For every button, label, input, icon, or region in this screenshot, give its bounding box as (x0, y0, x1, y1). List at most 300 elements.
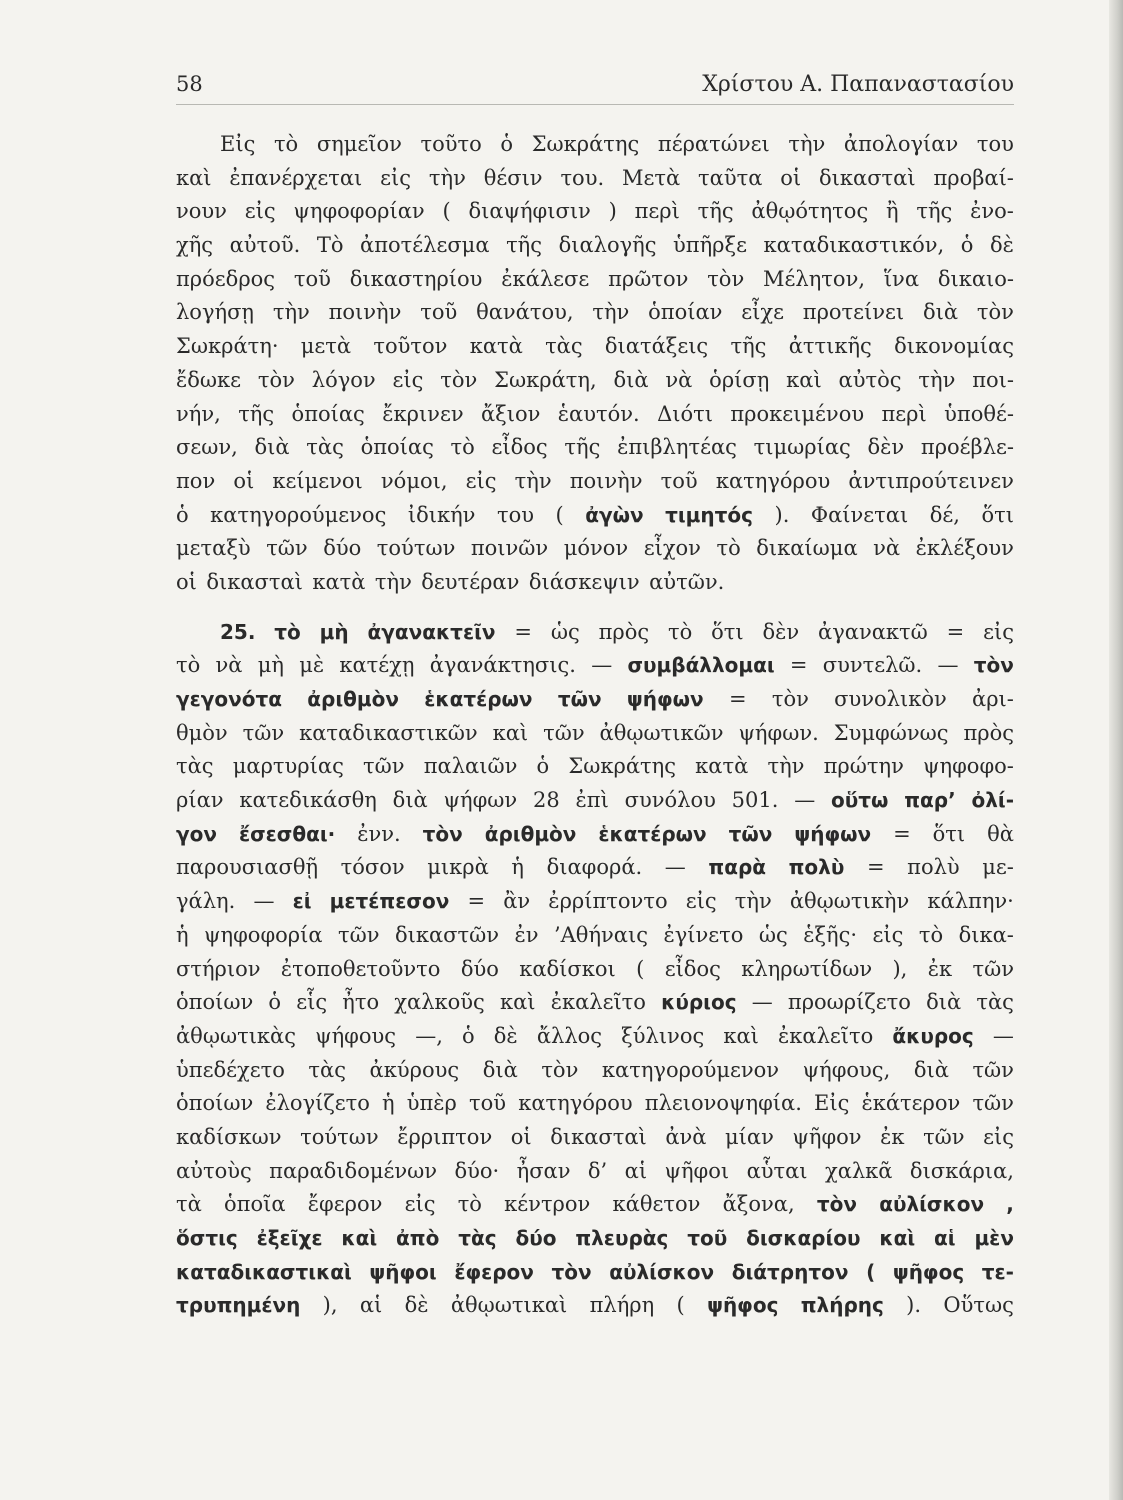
word: δὲν (867, 435, 905, 460)
word: ὁποίων (176, 990, 254, 1015)
word: ὁ (176, 502, 189, 527)
word: πρὸς (963, 720, 1014, 745)
word: ἄξονα, (722, 1192, 795, 1217)
word: τὴν (734, 889, 772, 914)
text-line (176, 750, 1014, 784)
word: ἐπὶ (575, 788, 609, 813)
word: τῶν (338, 922, 380, 947)
word: αἱ (934, 1226, 956, 1250)
word: ( (866, 1259, 876, 1284)
word: τὸ (457, 1192, 482, 1217)
word: ὅτι (711, 619, 744, 644)
running-head: Χρίστου Α. Παπαναστασίου (702, 72, 1014, 97)
word: τὸ (176, 653, 201, 678)
word: τε- (981, 1259, 1014, 1284)
word: πολὺ (907, 855, 960, 880)
text-line (176, 499, 1014, 533)
word: = (514, 619, 532, 644)
word: ψήφων (626, 687, 704, 711)
word: = (728, 687, 747, 711)
text-line (176, 649, 1014, 683)
word: ἐπανέρχεται (229, 165, 363, 190)
word: — (794, 788, 816, 813)
word: ( (676, 1293, 685, 1318)
word: ἀποτέλεσμα (360, 233, 490, 258)
word: περὶ (634, 199, 680, 224)
word: ὁ (462, 1023, 475, 1048)
word: ἀθῳωτικὴν (789, 889, 910, 914)
word: = (789, 653, 808, 678)
word: παρουσιασθῇ (176, 855, 319, 880)
word: μεταξὺ (176, 536, 251, 561)
word: πρώτην (823, 754, 904, 779)
word: Φαίνεται (810, 502, 909, 527)
word: ἀθῳωτικαὶ (450, 1293, 568, 1318)
word: εἶδος (491, 435, 548, 460)
word: τοῦτο (420, 132, 482, 156)
word: τὸν (816, 1192, 857, 1217)
word: ἐκαλεῖτο (778, 1023, 874, 1048)
word: ἐνν. (357, 821, 401, 846)
text-line (176, 162, 1014, 196)
word: Σωκράτης (531, 132, 640, 156)
word: διαψήφισιν (468, 199, 591, 224)
word: τῶν (266, 536, 308, 561)
word: ψῆφοι (369, 1259, 437, 1284)
word: Σωκράτης (568, 754, 676, 779)
word: καὶ (723, 1023, 759, 1048)
word: ἄλλος (536, 1023, 603, 1048)
word: τοῦτον (373, 334, 448, 359)
word: διατάξεις (604, 334, 709, 359)
word: του (496, 502, 534, 527)
word: αὐτὸς (838, 367, 902, 392)
word: μὲ (299, 653, 325, 678)
word: ἀθῳότητος (751, 199, 869, 224)
word: ἀριθμὸν (484, 821, 577, 846)
word: ψήφων (794, 821, 872, 846)
word: ( (555, 502, 564, 527)
word: μὴ (257, 653, 284, 678)
word: δύο (460, 956, 499, 981)
word: εἰς (244, 199, 276, 224)
word: τῶν (242, 720, 285, 745)
word: ὁρίσῃ (709, 367, 770, 392)
word: ἐνο- (970, 199, 1014, 224)
word: κέντρον (504, 1192, 591, 1217)
word: ἐγίνετο (663, 922, 744, 947)
word: τὴν (428, 165, 466, 190)
text-line (176, 263, 1014, 297)
word: Σωκράτη· (176, 334, 279, 359)
word: τὰς (976, 990, 1014, 1015)
word: ψηφοφορία (204, 922, 323, 947)
word: δύο (515, 1226, 557, 1250)
word: κύριος (661, 990, 737, 1015)
word: ὁποίας (360, 435, 434, 460)
word: μὴ (319, 619, 349, 644)
word: τοῦ (469, 1091, 507, 1116)
word: καδίσκοι (519, 956, 616, 981)
paragraph-gap (176, 600, 1014, 616)
word: τὰς (458, 1226, 497, 1250)
word: ἔδωκε (176, 367, 242, 392)
word: εἷς (296, 990, 328, 1015)
word: τῶν (543, 720, 585, 745)
word: ἡ (176, 922, 189, 947)
word: δισκάρια, (909, 1158, 1014, 1183)
word: Μετὰ (622, 165, 681, 190)
word: ἔφερον (454, 1259, 534, 1284)
word: πρόεδρος (176, 266, 276, 291)
word: συμβάλλομαι (627, 653, 775, 678)
word: ὑπῆρξε (673, 233, 747, 258)
text-line (176, 465, 1014, 499)
word: αὐλίσκον (609, 1259, 715, 1284)
word: τὴν (514, 468, 552, 493)
word: δικονομίας (894, 334, 1014, 359)
text-line (176, 431, 1014, 465)
word: θμὸν (176, 720, 228, 745)
word: παραδιδομένων (269, 1158, 438, 1183)
word: τὴν (918, 367, 956, 392)
word: = (866, 855, 885, 880)
text-line (176, 364, 1014, 398)
word: ἀγὼν (585, 502, 644, 527)
word: ὁ (536, 754, 550, 779)
word: ἀγανακτῶ (818, 619, 928, 644)
word: θέσιν (483, 165, 543, 190)
word: οἱ (233, 468, 255, 493)
word: ἀπὸ (396, 1226, 440, 1250)
word: διαφορά. (546, 855, 643, 880)
word: 25. (220, 619, 256, 644)
text-line (176, 1054, 1014, 1088)
word: καταδικαστικόν, (763, 233, 945, 258)
word: δικα- (958, 922, 1014, 947)
word: τὴν (374, 569, 412, 594)
word: = (467, 889, 486, 914)
text-line (176, 1188, 1014, 1222)
word: πλήρης (800, 1293, 884, 1318)
word: δικαστηρίου (349, 266, 483, 291)
word: του. (560, 165, 605, 190)
text-line (176, 1222, 1014, 1256)
page-edge-shadow (1109, 0, 1123, 1500)
word: ) (608, 199, 617, 224)
word: ἀττικῆς (788, 334, 872, 359)
word: διὰ (926, 990, 962, 1015)
word: τῶν (972, 1057, 1014, 1082)
word: ἐκ (927, 956, 953, 981)
word: μίαν (725, 1124, 774, 1149)
word: τὸν (551, 1259, 592, 1284)
text-line (176, 1087, 1014, 1121)
word: ἦσαν (516, 1158, 571, 1183)
word: εἶχε (741, 300, 784, 325)
word: νὰ (665, 367, 693, 392)
word: εἰς (983, 1124, 1014, 1149)
word: θὰ (987, 821, 1014, 846)
word: προτείνει (802, 300, 905, 325)
word: ὅτι (981, 502, 1014, 527)
word: δισκαρίου (746, 1226, 861, 1250)
word: προκειμένου (730, 401, 865, 426)
word: ἑκάτερον (861, 1091, 961, 1116)
word: ψηφοφο- (923, 754, 1014, 779)
word: εἰ (292, 889, 312, 914)
text-line (176, 717, 1014, 751)
page-header (176, 70, 1014, 105)
paragraph-2 (176, 616, 1014, 1323)
word: διάτρητον (731, 1259, 849, 1284)
word: πρὸς (598, 619, 650, 644)
word: ὡς (758, 922, 788, 947)
word: ψηφοφορίαν (293, 199, 425, 224)
text-line (176, 851, 1014, 885)
word: ἐν (514, 922, 539, 947)
word: ψῆφον (792, 1124, 862, 1149)
word: ), (322, 1293, 338, 1318)
word: ἀθῳωτικῶν (599, 720, 724, 745)
word: μικρὰ (427, 855, 489, 880)
word: ρίαν (176, 788, 224, 813)
word: δ’ (587, 1158, 608, 1183)
word: ἐκ (880, 1124, 905, 1149)
word: καδίσκων (176, 1124, 282, 1149)
word: τρυπημένη (176, 1293, 301, 1318)
word: ἐπιβλητέας (617, 435, 737, 460)
word: δὲν (762, 619, 800, 644)
word: ὑποθέ- (944, 401, 1014, 426)
word: τοῦ (293, 266, 331, 291)
paragraph-1 (176, 128, 1014, 600)
word: κατηγόρου (518, 1091, 633, 1116)
word: διὰ (922, 300, 959, 325)
word: τῶν (972, 956, 1014, 981)
word: εἰς (685, 889, 717, 914)
word: ἐξεῖχε (256, 1226, 323, 1250)
word: Σωκράτη, (494, 367, 597, 392)
word: δικαστῶν (394, 922, 500, 947)
word: αὗται (746, 1158, 808, 1183)
word: εἰς (983, 619, 1014, 644)
word: δικασταὶ (550, 1124, 647, 1149)
word: ψήφους (315, 1023, 397, 1048)
word: ὀλί- (971, 788, 1014, 813)
word: ἀγανάκτησις. (429, 653, 576, 678)
word: οἱ (176, 569, 197, 594)
word: Οὕτως (943, 1293, 1014, 1318)
word: καὶ (879, 1226, 916, 1250)
word: τούτων (300, 1124, 379, 1149)
word: περὶ (881, 401, 927, 426)
word: τῆς (238, 401, 275, 426)
word: κατεδικάσθη (239, 788, 377, 813)
word: ( (636, 956, 645, 981)
word: γεγονότα (176, 687, 282, 711)
word: κατέχῃ (339, 653, 415, 678)
word: νήν, (176, 401, 221, 426)
word: καὶ (176, 165, 212, 190)
word: ἀθῳωτικὰς (176, 1023, 296, 1048)
word: πέρατώνει (657, 132, 770, 156)
word: ἡ (511, 855, 524, 880)
word: ἐκαλεῖτο (550, 990, 646, 1015)
word: διὰ (613, 367, 649, 392)
word: τῆς (916, 199, 953, 224)
word: κάλπην· (927, 889, 1014, 914)
word: ἐρρίπτοντο (548, 889, 668, 914)
word: μαρτυρίας (232, 754, 344, 779)
word: τῶν (972, 1091, 1014, 1116)
word: ἵνα (883, 266, 920, 291)
word: — (664, 855, 686, 880)
word: καταδικαστικαὶ (176, 1259, 352, 1284)
word: τῶν (923, 1124, 965, 1149)
text-line (176, 128, 1014, 162)
word: ἄκυρος (892, 1023, 974, 1048)
word: εἰς (392, 367, 424, 392)
word: πλευρὰς (575, 1226, 669, 1250)
word: αὐλίσκον (879, 1192, 985, 1217)
word: δύο (323, 536, 362, 561)
word: τὸν (257, 367, 295, 392)
word: κατηγορούμενον (601, 1057, 780, 1082)
word: τῶν (363, 754, 405, 779)
text-line (176, 616, 1014, 650)
word: ἑκατέρων (424, 687, 533, 711)
word: μὲν (974, 1226, 1014, 1250)
word: ἂν (503, 889, 531, 914)
text-line (176, 1121, 1014, 1155)
word: τὴν (788, 132, 826, 156)
word: γον (176, 821, 217, 846)
word: ἀρι- (972, 687, 1014, 711)
word: τῶν (557, 687, 602, 711)
text-line (176, 885, 1014, 919)
word: ὁποίας (291, 401, 365, 426)
word: ’Αθήναις (553, 922, 648, 947)
word: ὁποίαν (648, 300, 723, 325)
word: 28 (532, 788, 560, 813)
word: τὰς (545, 334, 583, 359)
word: ἀκύρους (369, 1057, 460, 1082)
word: αἱ (359, 1293, 383, 1318)
word: δευτέραν (421, 569, 520, 594)
word: ὑπεδέχετο (176, 1057, 285, 1082)
word: — (253, 889, 275, 914)
word: λόγον (311, 367, 376, 392)
text-line (176, 1020, 1014, 1054)
word: τιμητός (665, 502, 753, 527)
text-line (176, 1256, 1014, 1290)
word: συνόλου (624, 788, 716, 813)
word: διὰ (392, 788, 428, 813)
word: τῆς (506, 233, 543, 258)
word: θανάτου, (476, 300, 574, 325)
word: ξύλινος (621, 1023, 705, 1048)
word: = (946, 619, 965, 644)
word: ἄξιον (480, 401, 541, 426)
word: αὐτοῦ. (229, 233, 301, 258)
word: Εἰς (220, 132, 256, 156)
word: πρῶτον (608, 266, 689, 291)
word: ἀνὰ (665, 1124, 707, 1149)
word: ὁποῖα (224, 1192, 286, 1217)
word: χαλκᾶ (824, 1158, 893, 1183)
word: δύο· (454, 1158, 500, 1183)
word: εἰς (465, 468, 497, 493)
word: διαλογῆς (558, 233, 657, 258)
word: Συμφώνως (833, 720, 949, 745)
word: διὰ (482, 1057, 518, 1082)
word: εἰς (872, 922, 904, 947)
word: εἰς (404, 1192, 436, 1217)
word: νὰ (873, 536, 901, 561)
page-number: 58 (176, 72, 203, 96)
word: καὶ (499, 990, 536, 1015)
word: ποινὴν (328, 300, 402, 325)
word: ὑπὲρ (406, 1091, 457, 1116)
word: του (976, 132, 1014, 156)
word: σεων, (176, 435, 238, 460)
word: δικαίωμα (756, 536, 858, 561)
word: ἐτοποθετοῦντο (280, 956, 441, 981)
word: τὸ (668, 619, 693, 644)
word: τὸν (973, 653, 1014, 678)
word: τὸ (450, 435, 475, 460)
word: τὰς (308, 1057, 346, 1082)
word: ὅστις (176, 1226, 238, 1250)
word: τὰς (176, 754, 214, 779)
word: ( (442, 199, 451, 224)
word: καὶ (341, 1226, 378, 1250)
word: πλειονοψηφία. (644, 1091, 802, 1116)
word: μετέπεσον (329, 889, 450, 914)
text-line (176, 1155, 1014, 1189)
text-line (176, 566, 1014, 600)
word: μόνον (563, 536, 629, 561)
word: ἐλογίζετο (265, 1091, 370, 1116)
word: τὸ (716, 536, 741, 561)
word: κατηγορούμενος (210, 502, 387, 527)
word: προωρίζετο (787, 990, 911, 1015)
word: τῆς (697, 199, 734, 224)
text-line (176, 986, 1014, 1020)
word: ἀριθμὸν (307, 687, 399, 711)
word: νὰ (215, 653, 243, 678)
word: — (937, 653, 959, 678)
word: τὰς (306, 435, 344, 460)
text-line (176, 953, 1014, 987)
word: χαλκοῦς (394, 990, 485, 1015)
word: ἀγανακτεῖν (367, 619, 496, 644)
word: ἡ (382, 1091, 395, 1116)
word: κατὰ (469, 334, 523, 359)
word: δικαιο- (937, 266, 1014, 291)
word: —, (415, 1023, 443, 1048)
word: καὶ (492, 720, 529, 745)
word: τὸν (771, 687, 809, 711)
body-text (176, 128, 1014, 1323)
word: τὴν (767, 754, 805, 779)
word: με- (982, 855, 1014, 880)
word: δικασταὶ (206, 569, 303, 594)
word: ὁ (960, 233, 974, 258)
word: τῶν (728, 821, 773, 846)
word: ἐκλέξουν (915, 536, 1014, 561)
